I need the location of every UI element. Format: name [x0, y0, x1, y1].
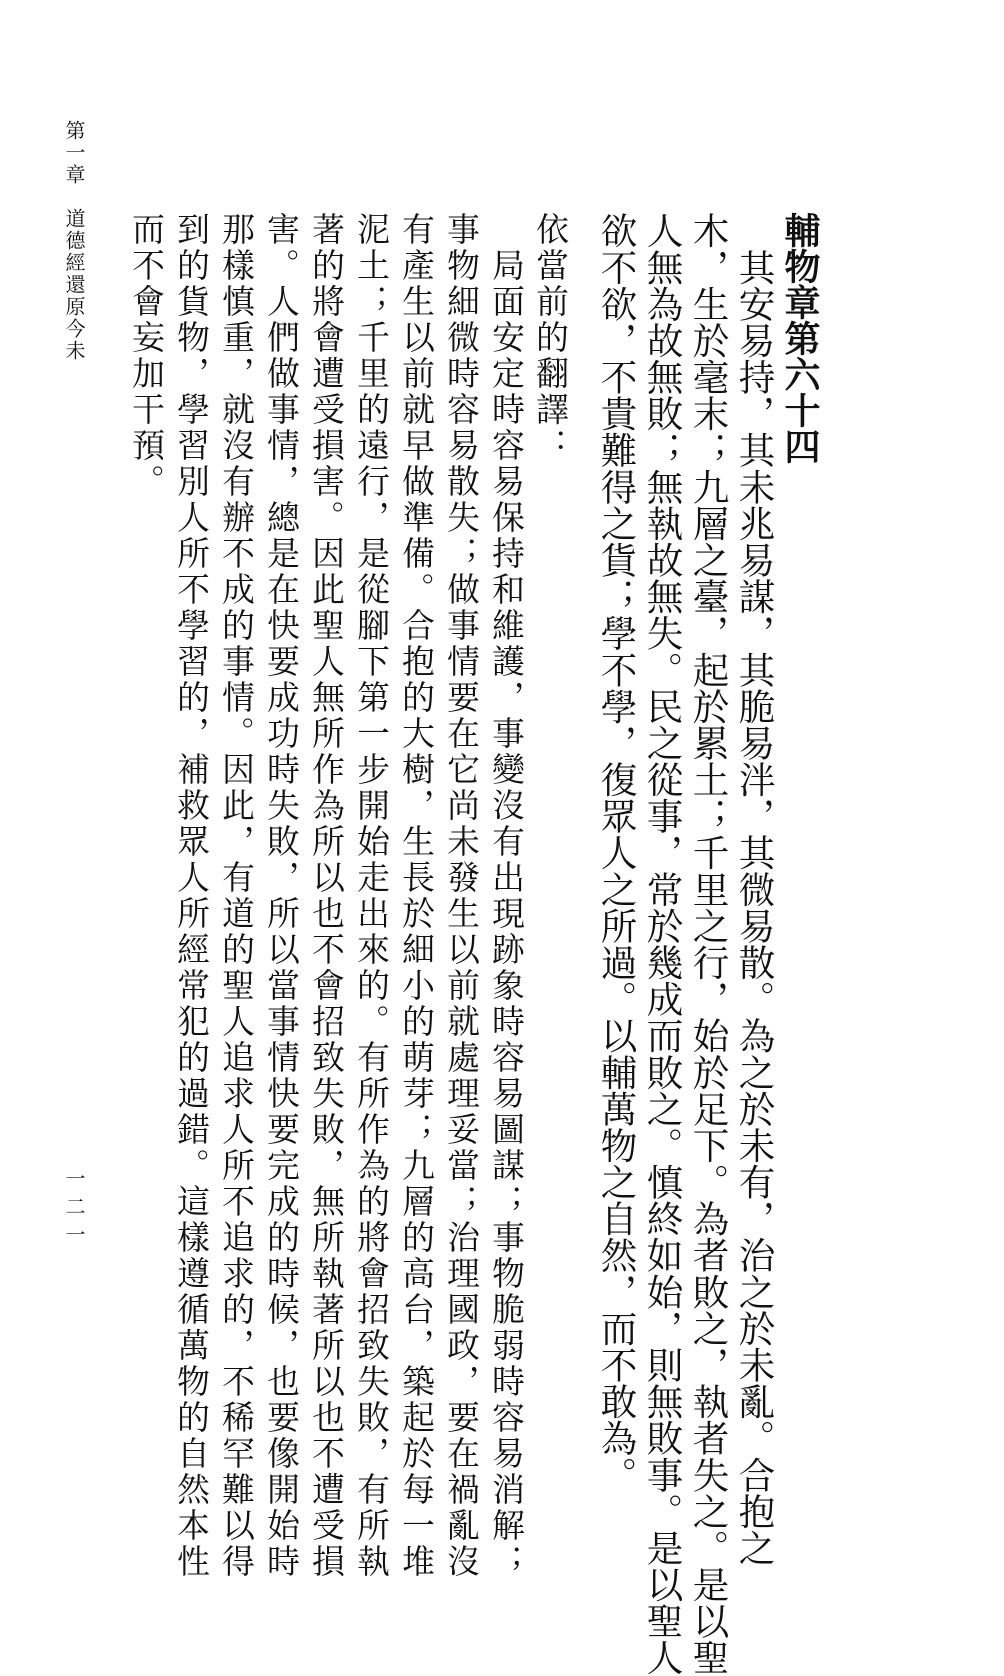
- translation-heading: 依當前的翻譯：: [531, 212, 569, 464]
- page-number: 一二一: [62, 1168, 86, 1252]
- original-text-column: 其安易持，其未兆易謀，其脆易泮，其微易散。為之於未有，治之於未亂。合抱之: [733, 212, 776, 1566]
- translation-text-column: 有產生以前就早做準備。合抱的大樹，生長於細小的萌芽；九層的高台，築起於每一堆: [397, 212, 435, 1580]
- original-text-column: 人無為故無敗；無執故無失。民之從事，常於幾成而敗之。慎終如始，則無敗事。是以聖人: [641, 212, 684, 1676]
- translation-text-column: 而不會妄加干預。: [127, 212, 165, 500]
- translation-text-column: 著的將會遭受損害。因此聖人無所作為所以也不會招致失敗，無所執著所以也不遭受損: [307, 212, 345, 1580]
- translation-text-column: 那樣慎重，就沒有辦不成的事情。因此，有道的聖人追求人所不追求的，不稀罕難以得: [217, 212, 255, 1580]
- original-text-column: 欲不欲，不貴難得之貨；學不學，復眾人之所過。以輔萬物之自然，而不敢為。: [595, 212, 638, 1493]
- translation-text-column: 害。人們做事情，總是在快要成功時失敗，所以當事情快要完成的時候，也要像開始時: [262, 212, 300, 1580]
- chapter-title: 輔物章第六十四: [779, 212, 821, 464]
- translation-text-column: 到的貨物，學習別人所不學習的，補救眾人所經常犯的過錯。這樣遵循萬物的自然本性: [172, 212, 210, 1580]
- translation-text-column: 事物細微時容易散失；做事情要在它尚未發生以前就處理妥當；治理國政，要在禍亂沒: [442, 212, 480, 1580]
- original-text-column: 木，生於毫末；九層之臺，起於累土；千里之行，始於足下。為者敗之，執者失之。是以聖: [687, 212, 730, 1676]
- running-header: 第一章 道德經還原今未: [62, 120, 86, 362]
- translation-text-column: 局面安定時容易保持和維護，事變沒有出現跡象時容易圖謀；事物脆弱時容易消解；: [487, 212, 525, 1580]
- translation-text-column: 泥土；千里的遠行，是從腳下第一步開始走出來的。有所作為的將會招致失敗，有所執: [352, 212, 390, 1580]
